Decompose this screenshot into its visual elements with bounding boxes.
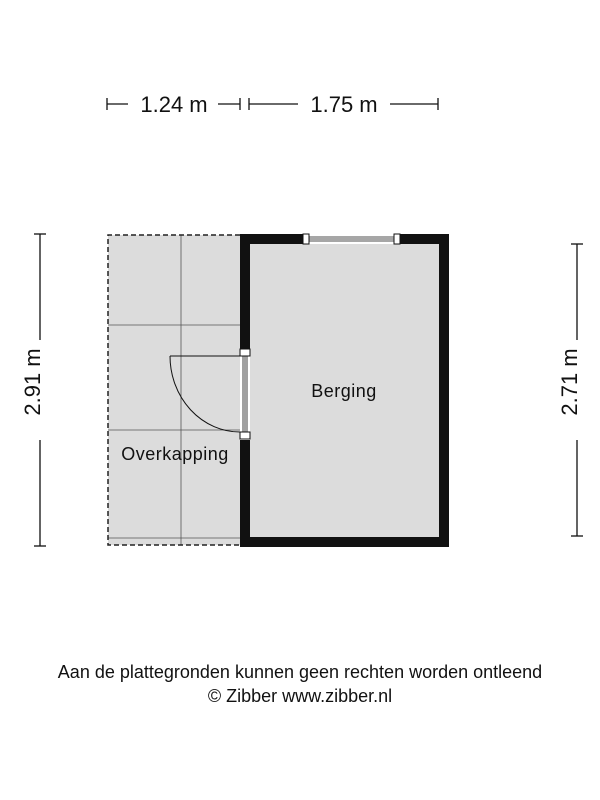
dimension-label-1-75: 1.75 m (310, 92, 378, 117)
disclaimer-text: Aan de plattegronden kunnen geen rechten worden ontleend (57, 662, 543, 682)
window (303, 234, 400, 244)
canopy-area (108, 235, 242, 545)
dimension-label-1-24: 1.24 m (140, 92, 208, 117)
room-label-berging: Berging (311, 381, 377, 401)
dimension-top-right (249, 92, 438, 117)
dimension-label-2-91: 2.91 m (20, 348, 45, 416)
dimension-right (557, 244, 583, 536)
dimension-left (20, 234, 46, 546)
footer (0, 660, 600, 708)
copyright-text: © Zibber www.zibber.nl (207, 686, 393, 706)
room-label-overkapping: Overkapping (121, 444, 229, 464)
dimension-top-left (107, 92, 240, 117)
dimension-label-2-71: 2.71 m (557, 348, 582, 416)
